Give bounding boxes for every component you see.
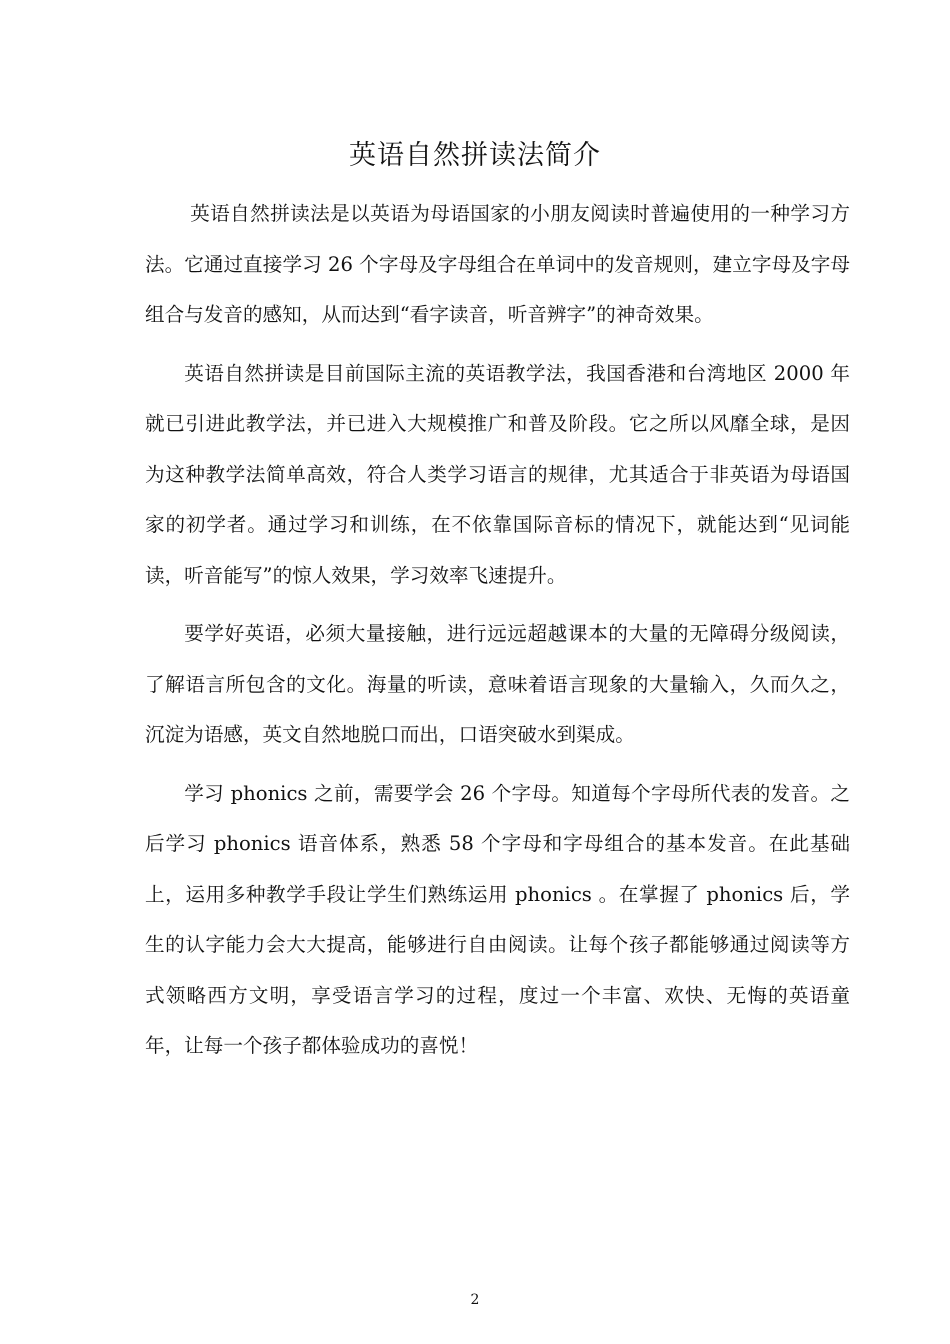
- page-number: 2: [470, 1292, 480, 1308]
- paragraph-reading: 要学好英语，必须大量接触，进行远远超越课本的大量的无障碍分级阅读，了解语言所包含的文化。海量的听读，意味着语言现象的大量输入，久而久之，沉淀为语感，英文自然地脱口而出，口语突破水到渠成。: [145, 622, 850, 746]
- paragraph-intro: 英语自然拼读法是以英语为母语国家的小朋友阅读时普遍使用的一种学习方法。它通过直接学习 26 个字母及字母组合在单词中的发音规则，建立字母及字母组合与发音的感知，从而达到“看字读音，听音辨字”的神奇效果。: [145, 202, 850, 326]
- paragraph-phonics: 学习 phonics 之前，需要学会 26 个字母。知道每个字母所代表的发音。之后学习 phonics 语音体系，熟悉 58 个字母和字母组合的基本发音。在此基础上，运用多种教学手段让学生们熟练运用 phonics 。在掌握了 phonics 后，学生的认字能力会大大提高，能够进行自由阅读。让每个孩子都能够通过阅读等方式领略西方文明，享受语言学习的过程，度过一个丰富、欢快、无悔的英语童年，让每一个孩子都体验成功的喜悦！: [145, 781, 850, 1057]
- document-body: [145, 189, 850, 1080]
- paragraph-international: 英语自然拼读是目前国际主流的英语教学法，我国香港和台湾地区 2000 年就已引进此教学法，并已进入大规模推广和普及阶段。它之所以风靡全球，是因为这种教学法简单高效，符合人类学习语言的规律，尤其适合于非英语为母语国家的初学者。通过学习和训练，在不依靠国际音标的情况下，就能达到“见词能读，听音能写”的惊人效果，学习效率飞速提升。: [145, 361, 850, 587]
- document-title: 英语自然拼读法简介: [349, 140, 601, 171]
